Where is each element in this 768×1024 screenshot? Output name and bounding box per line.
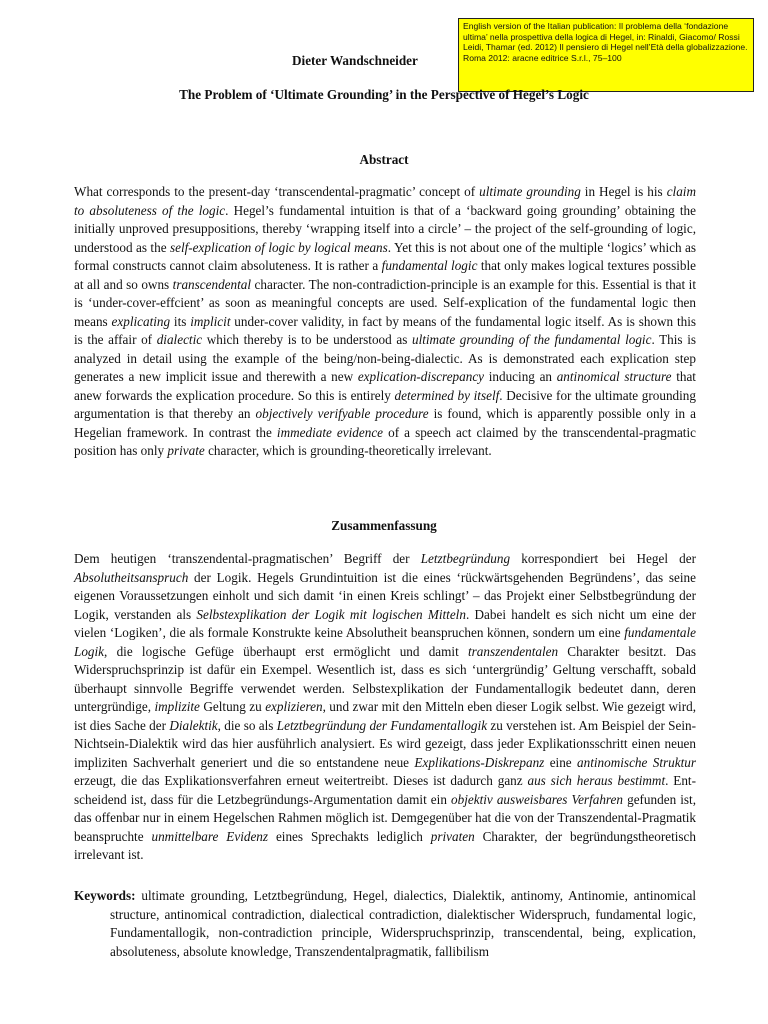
text-run: Charakter besitzt. Das Widerspruchsprinzip ist dafür ein Exempel. Wesentlich ist, dass es sich ‘untergründig’ Geltung verschafft, sobald überhaupt sinnvolle Begriffe verwendet werden. Selbstexplikation der Fundamentallogik bedeutet dann, deren untergründige, bbox=[74, 643, 696, 714]
text-run: , und zwar mit den Mitteln eben dieser Logik selbst. Wie gezeigt wird, ist dies Sache der bbox=[74, 699, 696, 733]
emphasis: self-explication of logic by logical means bbox=[169, 239, 388, 255]
emphasis: private bbox=[167, 443, 205, 458]
emphasis: explicating bbox=[111, 313, 171, 329]
text-run: korrespondiert bei Hegel der bbox=[510, 551, 696, 566]
emphasis: aus sich heraus bestimmt bbox=[527, 773, 666, 788]
emphasis: objektiv ausweisbares Verfahren bbox=[451, 791, 624, 807]
text-run: . Yet this is not about one of the multiple ‘logics’ which as formal constructs cannot claim absoluteness. It is rather a bbox=[74, 239, 696, 273]
text-run: character, which is grounding-theoretically irrelevant. bbox=[204, 443, 492, 458]
emphasis: immediate evidence bbox=[276, 424, 384, 440]
text-run: . Dabei handelt es sich nicht um eine der vielen ‘Logiken’, die als formale Konstrukte keine Absolutheit beanspruchen können, sondern um eine bbox=[74, 606, 696, 640]
emphasis: implizite bbox=[154, 699, 200, 714]
author-name: Dieter Wandschneider bbox=[292, 53, 418, 68]
text-run: of a speech act claimed by the transcendental-pragmatic position has only bbox=[74, 424, 696, 458]
emphasis: ultimate grounding bbox=[479, 184, 581, 199]
text-run: , die logische Gefüge überhaupt erst ermöglicht und damit bbox=[104, 643, 468, 659]
text-run: under-cover validity, in fact by means of the fundamental logic itself. As is shown this is the affair of bbox=[74, 313, 696, 347]
text-run: . Decisive for the ultimate grounding argumentation is that thereby an bbox=[74, 387, 696, 421]
emphasis: fundamentale Logik bbox=[74, 625, 696, 659]
text-run: eine bbox=[544, 754, 578, 770]
paper-title: The Problem of ‘Ultimate Grounding’ in the Perspective of Hegel’s Logic bbox=[179, 87, 589, 102]
text-run: gefunden ist, das offenbar nur in einem Hegelschen Rahmen möglich ist. Demgegenüber hat die von der Transzendental-Pragmatik beanspruchte bbox=[74, 791, 696, 844]
emphasis: Dialektik bbox=[169, 717, 218, 733]
emphasis: determined by itself bbox=[394, 387, 500, 403]
text-run: , die so als bbox=[217, 717, 277, 733]
text-run: is found, which is apparently possible only in a Hegelian framework. In contrast the bbox=[74, 406, 696, 440]
emphasis: dialectic bbox=[156, 332, 203, 347]
text-run: inducing an bbox=[484, 369, 557, 384]
zusammenfassung-heading: Zusammenfassung bbox=[331, 518, 437, 533]
text-run: . Hegel’s fundamental intuition is that of a ‘backward going grounding’ obtaining the initially unproved presuppositions, thereby ‘wrapping itself into a circle’ – the project of the self-grounding of logic, understood as the bbox=[74, 202, 696, 255]
emphasis: antinomical structure bbox=[556, 369, 672, 384]
text-run: character. The non-contradiction-principle is an example for this. Essential is that it is ‘under-cover-effcient’ as soon as meaningful concepts are used. Self-explication of the fundamental logic then means bbox=[74, 276, 696, 329]
emphasis: antinomische Struktur bbox=[577, 754, 696, 770]
text-run: which thereby is to be understood as bbox=[202, 332, 412, 347]
emphasis: implicit bbox=[190, 313, 231, 329]
text-run: eines Sprechakts lediglich bbox=[268, 828, 431, 844]
publication-note: English version of the Italian publication: Il problema della ‘fondazione ultima’ nella prospettiva della logica di Hegel, in: Rinaldi, Giacomo/ Rossi Leidi, Thamar (ed. 2012) Il pensiero di Hegel nell’Età della globalizzazione. Roma 2012: aracne editrice S.r.l., 75–100 bbox=[458, 18, 754, 92]
emphasis: Selbstexplikation der Logik mit logischen Mitteln bbox=[196, 606, 466, 622]
abstract-body bbox=[74, 183, 696, 461]
text-run: Charakter, der begründungstheoretisch irrelevant ist. bbox=[74, 828, 697, 862]
emphasis: claim to absoluteness of the logic bbox=[74, 184, 696, 218]
emphasis: explizieren bbox=[265, 699, 323, 714]
text-run: that only makes logical textures possible at all and so owns bbox=[74, 258, 696, 292]
emphasis: objectively verifyable procedure bbox=[255, 406, 429, 421]
emphasis: ultimate grounding of the fundamental logic bbox=[411, 332, 652, 347]
emphasis: transzendentalen bbox=[467, 643, 559, 659]
text-run: that anew forwards the explication procedure. So this is entirely bbox=[74, 369, 696, 403]
text-run: . This is analyzed in detail using the example of the being/non-being-dialectic. As is demonstrated each explication step generates a new implicit issue and therewith a new bbox=[74, 332, 696, 384]
text-run: erzeugt, die das Explikationsverfahren erneut weitertreibt. Dieses ist dadurch ganz bbox=[74, 773, 528, 788]
emphasis: Letztbegründung bbox=[420, 551, 511, 566]
abstract-heading: Abstract bbox=[359, 152, 409, 167]
emphasis: privaten bbox=[430, 828, 475, 844]
emphasis: Explikations-Diskrepanz bbox=[414, 754, 545, 770]
text-run: Geltung zu bbox=[199, 699, 266, 714]
text-run: Dem heutigen ‘transzendental-pragmatischen’ Begriff der bbox=[74, 551, 421, 566]
keywords-label: Keywords: bbox=[74, 888, 136, 903]
text-run: . Entscheidend ist, dass für die Letzbegründungs-Argumentation damit ein bbox=[74, 773, 696, 807]
emphasis: transcendental bbox=[172, 276, 252, 292]
text-run: its bbox=[170, 313, 191, 329]
text-run: der Logik. Hegels Grundintuition ist die eines ‘rückwärtsgehenden Begründens’, das seine eigenen Voraussetzungen einholt und sich damit ‘in einen Kreis schlingt’ – das Projekt einer Selbstbegründung der Logik, verstanden als bbox=[74, 569, 696, 622]
emphasis: explication-discrepancy bbox=[357, 369, 485, 384]
text-run: What corresponds to the present-day ‘transcendental-pragmatic’ concept of bbox=[74, 184, 480, 199]
keywords-block bbox=[74, 887, 696, 961]
emphasis: Absolutheitsanspruch bbox=[74, 569, 189, 585]
text-run: zu verstehen ist. Am Beispiel der Sein-Nichtsein-Dialektik wird das hier ausführlich analysiert. Es wird gezeigt, dass jeder Explikationsschritt einen neuen impliziten Sachverhalt generiert und die so entstandene neue bbox=[74, 717, 697, 770]
keywords-list: ultimate grounding, Letztbegründung, Hegel, dialectics, Dialektik, antinomy, Antinomie, antinomical structure, antinomical contradiction, dialectical contradiction, dialektischer Widerspruch, fundamental logic, Fundamentallogik, non-contradiction principle, Widerspruchsprinzip, transcendental, being, explication, absoluteness, absolute knowledge, Transzendentalpragmatik, fallibilism bbox=[110, 888, 696, 959]
emphasis: unmittelbare Evidenz bbox=[151, 828, 269, 844]
emphasis: Letztbegründung der Fundamentallogik bbox=[276, 717, 488, 733]
text-run: in Hegel is his bbox=[580, 184, 667, 199]
emphasis: fundamental logic bbox=[381, 258, 478, 273]
zusammenfassung-body bbox=[74, 550, 696, 865]
